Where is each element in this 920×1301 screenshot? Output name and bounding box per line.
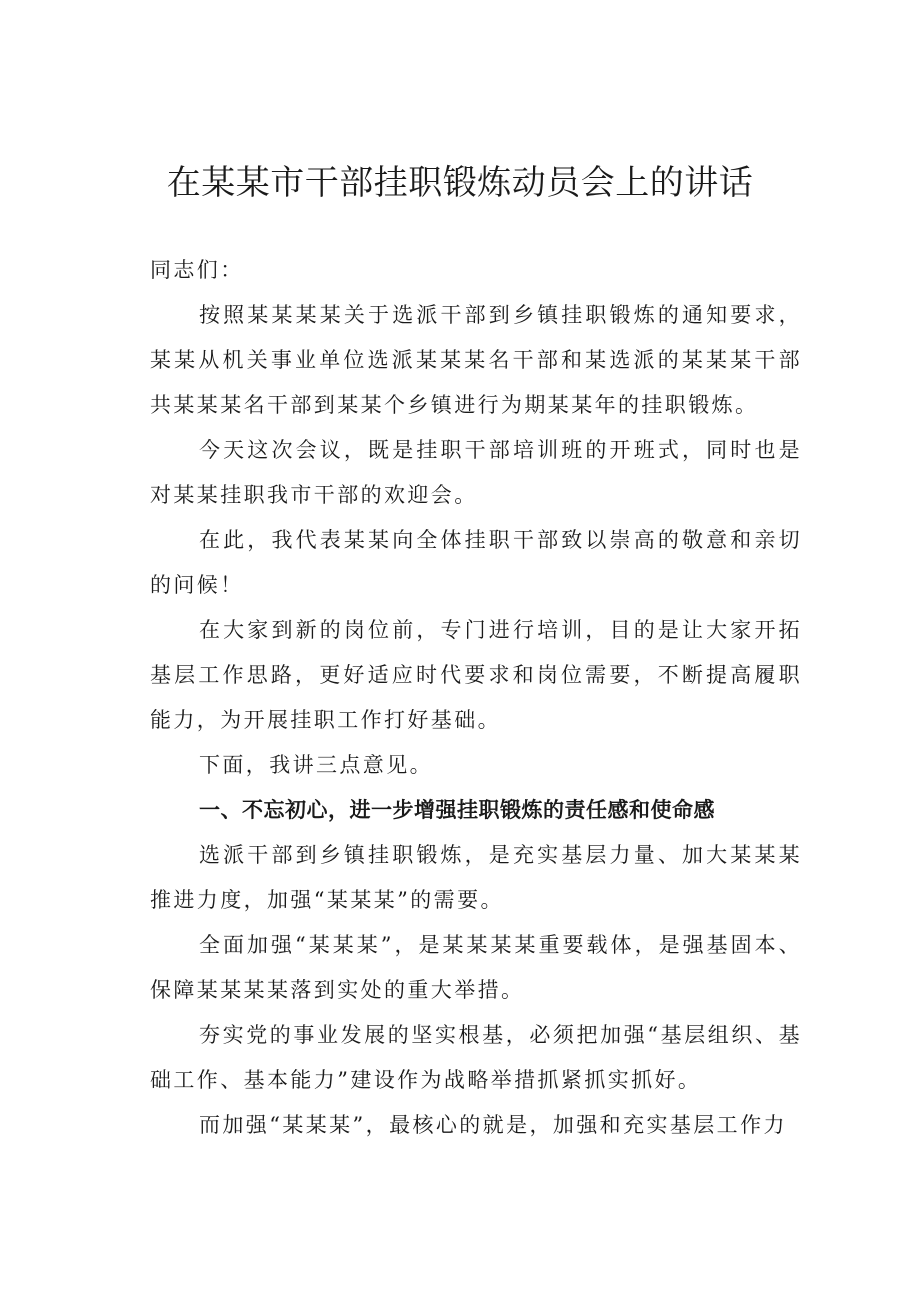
paragraph: 夯实党的事业发展的坚实根基，必须把加强“基层组织、基础工作、基本能力”建设作为战略举措抓紧抓实抓好。 <box>150 1023 802 1092</box>
section-heading: 一、不忘初心，进一步增强挂职锻炼的责任感和使命感 <box>199 798 715 822</box>
paragraph: 而加强“某某某”，最核心的就是，加强和充实基层工作力 <box>199 1113 787 1137</box>
paragraph: 在此，我代表某某向全体挂职干部致以崇高的敬意和亲切的问候！ <box>150 528 802 597</box>
document-body <box>150 248 802 1148</box>
document-title: 在某某市干部挂职锻炼动员会上的讲话 <box>166 163 754 203</box>
paragraph: 在大家到新的岗位前，专门进行培训，目的是让大家开拓基层工作思路，更好适应时代要求和岗位需要，不断提高履职能力，为开展挂职工作打好基础。 <box>150 618 802 732</box>
paragraph: 按照某某某某关于选派干部到乡镇挂职锻炼的通知要求，某某从机关事业单位选派某某某名干部和某选派的某某某干部共某某某名干部到某某个乡镇进行为期某某年的挂职锻炼。 <box>150 303 802 417</box>
salutation: 同志们： <box>150 258 244 282</box>
paragraph: 今天这次会议，既是挂职干部培训班的开班式，同时也是对某某挂职我市干部的欢迎会。 <box>150 438 802 507</box>
paragraph: 下面，我讲三点意见。 <box>199 753 433 777</box>
paragraph: 全面加强“某某某”，是某某某某重要载体，是强基固本、保障某某某某落到实处的重大举措。 <box>150 933 802 1002</box>
paragraph: 选派干部到乡镇挂职锻炼，是充实基层力量、加大某某某推进力度，加强“某某某”的需要。 <box>150 843 802 912</box>
